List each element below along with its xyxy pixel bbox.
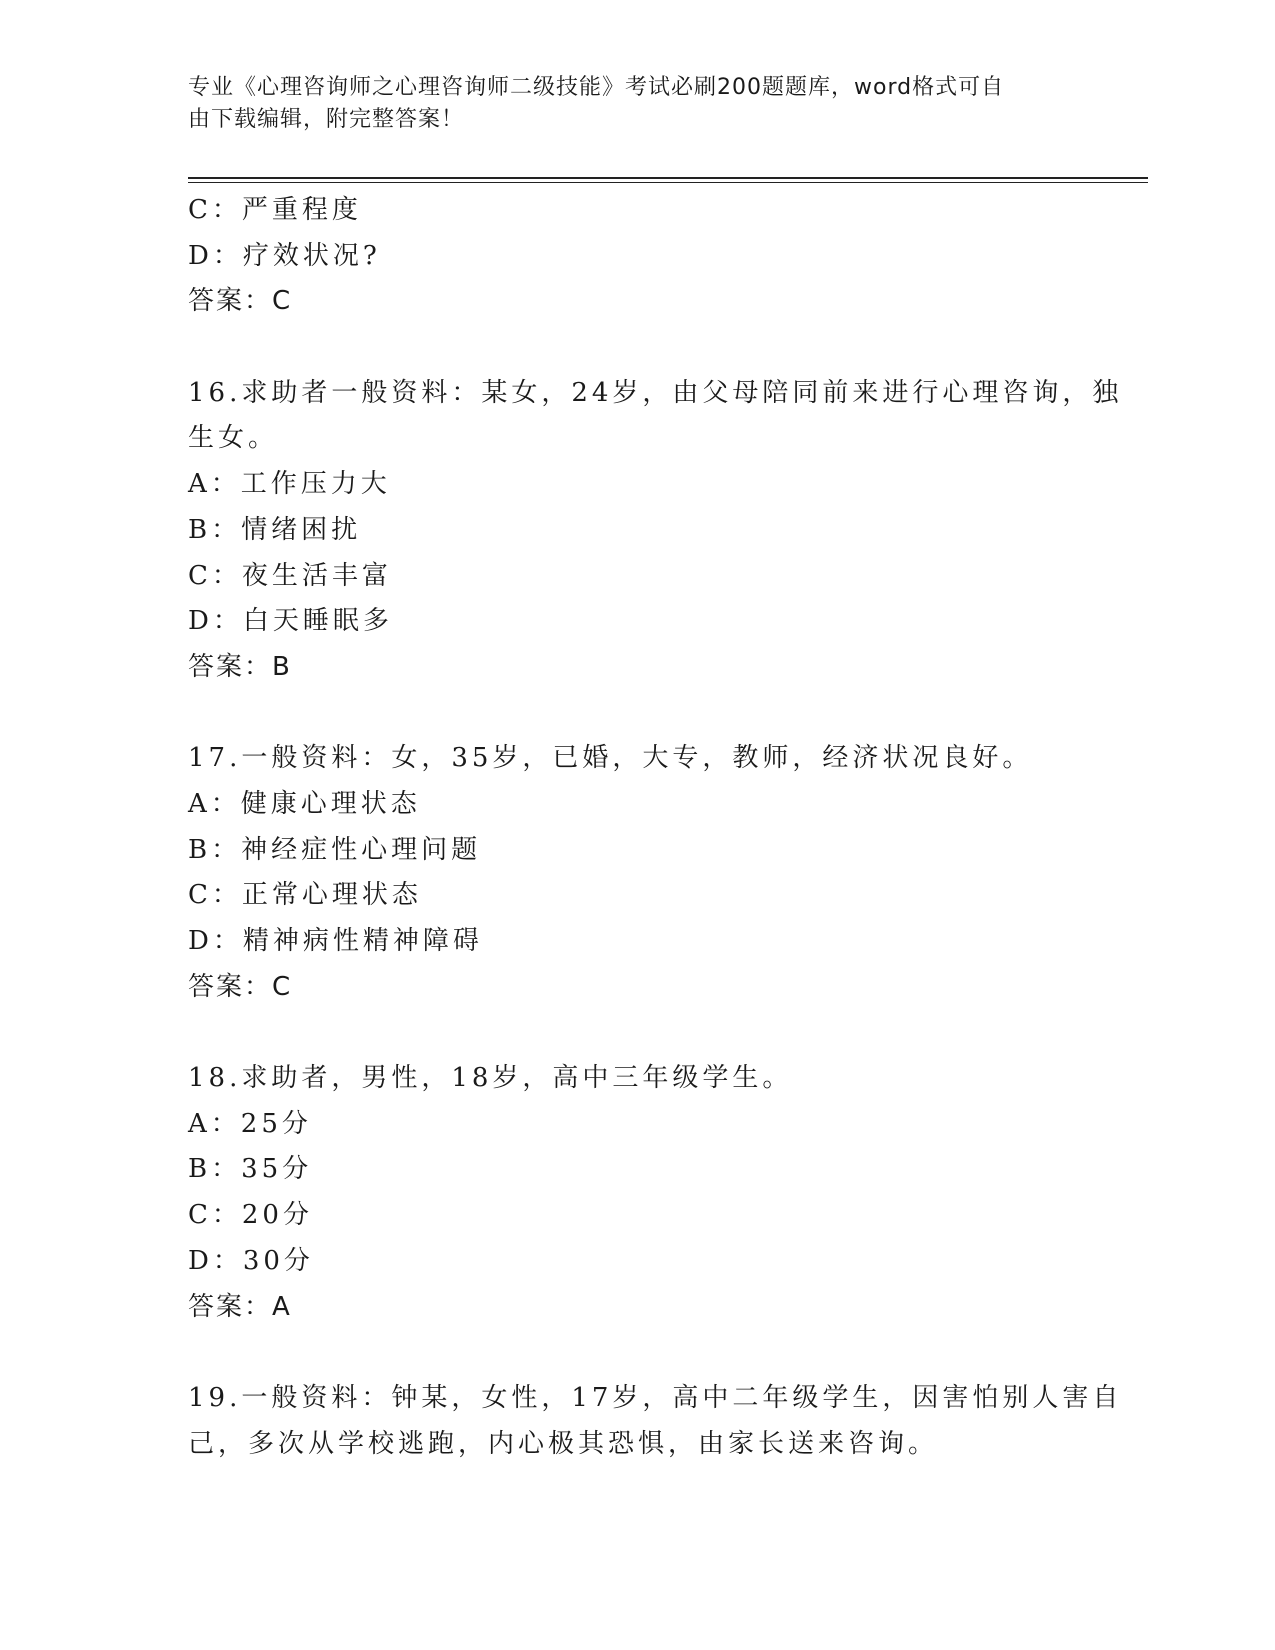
prev-question-tail	[188, 188, 1108, 325]
option-c: C：严重程度	[188, 195, 362, 225]
document-body	[188, 188, 1123, 1467]
question-19	[188, 1376, 1123, 1467]
option-d: D：30分	[188, 1245, 314, 1276]
answer-line: 答案：A	[188, 1291, 292, 1322]
question-16	[188, 371, 1123, 691]
question-stem-cont: 己，多次从学校逃跑，内心极其恐惧，由家长送来咨询。	[188, 1428, 939, 1459]
question-stem: 16.求助者一般资料：某女，24岁，由父母陪同前来进行心理咨询，独	[188, 377, 1123, 408]
answer-line: 答案：C	[188, 286, 293, 317]
option-b: B：35分	[188, 1154, 313, 1185]
header-line-2: 由下载编辑，附完整答案！	[188, 107, 465, 132]
question-stem: 19.一般资料：钟某，女性，17岁，高中二年级学生，因害怕别人害自	[188, 1382, 1123, 1413]
answer-line: 答案：B	[188, 651, 292, 682]
header-rule-thin	[188, 182, 1148, 183]
option-d: D：精神病性精神障碍	[188, 926, 483, 956]
option-c: C：正常心理状态	[188, 880, 422, 911]
question-stem: 18.求助者，男性，18岁，高中三年级学生。	[188, 1063, 793, 1094]
question-18	[188, 1056, 1108, 1330]
option-c: C：夜生活丰富	[188, 560, 392, 591]
question-stem: 17.一般资料：女，35岁，已婚，大专，教师，经济状况良好。	[188, 743, 1033, 774]
option-c: C：20分	[188, 1200, 313, 1231]
question-stem-cont: 生女。	[188, 423, 279, 454]
header-rule-thick	[188, 177, 1148, 179]
question-17	[188, 736, 1108, 1010]
document-header	[188, 72, 1088, 136]
option-a: A：工作压力大	[188, 469, 391, 500]
option-b: B：情绪困扰	[188, 514, 362, 545]
option-d: D：白天睡眠多	[188, 606, 393, 637]
option-b: B：神经症性心理问题	[188, 834, 482, 865]
option-a: A：健康心理状态	[188, 788, 421, 819]
option-d: D：疗效状况?	[188, 240, 381, 271]
header-line-1: 专业《心理咨询师之心理咨询师二级技能》考试必刷200题题库，word格式可自	[188, 75, 1005, 100]
answer-line: 答案：C	[188, 971, 293, 1002]
option-a: A：25分	[188, 1108, 312, 1139]
